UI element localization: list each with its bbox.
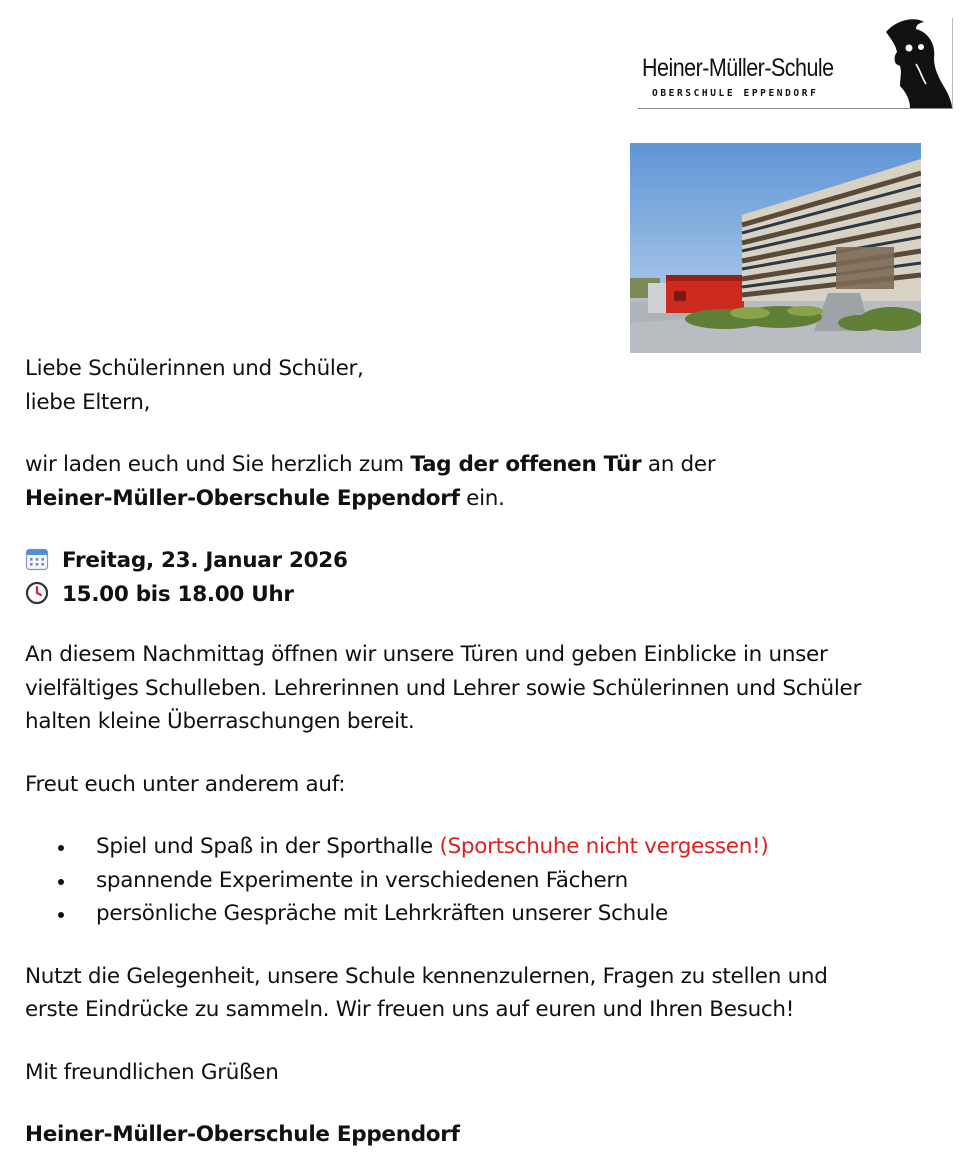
portrait-silhouette-icon [870,18,952,108]
greeting-line: Liebe Schülerinnen und Schüler, [25,356,364,381]
invitation-text: ein. [459,485,505,511]
logo-school-name: Heiner-Müller-Schule [642,54,834,82]
list-item-text: Spiel und Spaß in der Sporthalle [96,834,440,859]
calendar-icon [25,547,49,571]
event-time-text: 15.00 bis 18.00 Uhr [62,581,294,607]
clock-icon [25,581,49,605]
invitation-paragraph [25,482,945,516]
description-line: An diesem Nachmittag öffnen wir unsere Türen und geben Einblicke in unser [25,642,828,667]
letter-body [25,352,945,1152]
event-date [25,544,945,578]
event-name: Tag der offenen Tür [410,452,642,477]
closing-line: erste Eindrücke zu sammeln. Wir freuen uns auf euren und Ihren Besuch! [25,997,795,1022]
list-item [58,864,945,898]
list-item-note: (Sportschuhe nicht vergessen!) [439,834,769,859]
highlights-list [25,830,945,931]
invitation-text: an der [641,452,716,477]
school-logo [638,18,953,109]
description-line: halten kleine Überraschungen bereit. [25,709,415,734]
invitation-text: wir laden euch und Sie herzlich zum [25,452,411,477]
event-time [25,578,945,612]
logo-subtitle: OBERSCHULE EPPENDORF [652,88,819,99]
greeting-line: liebe Eltern, [25,389,151,415]
invitation-paragraph [25,448,945,482]
list-item [58,830,945,864]
regards: Mit freundlichen Grüßen [25,1059,279,1085]
event-date-text: Freitag, 23. Januar 2026 [62,548,348,573]
closing-line: Nutzt die Gelegenheit, unsere Schule kennenzulernen, Fragen zu stellen und [25,963,828,989]
school-name: Heiner-Müller-Oberschule Eppendorf [25,485,460,511]
list-item [58,897,945,931]
list-item-text: persönliche Gespräche mit Lehrkräften unserer Schule [96,901,668,926]
school-building-photo [630,143,921,353]
signature-text: Heiner-Müller-Oberschule Eppendorf [25,1122,460,1147]
list-item-text: spannende Experimente in verschiedenen Fächern [96,867,628,893]
description-line: vielfältiges Schulleben. Lehrerinnen und Lehrer sowie Schülerinnen und Schüler [25,675,862,701]
highlights-intro: Freut euch unter anderem auf: [25,771,346,797]
signature [25,1118,945,1152]
